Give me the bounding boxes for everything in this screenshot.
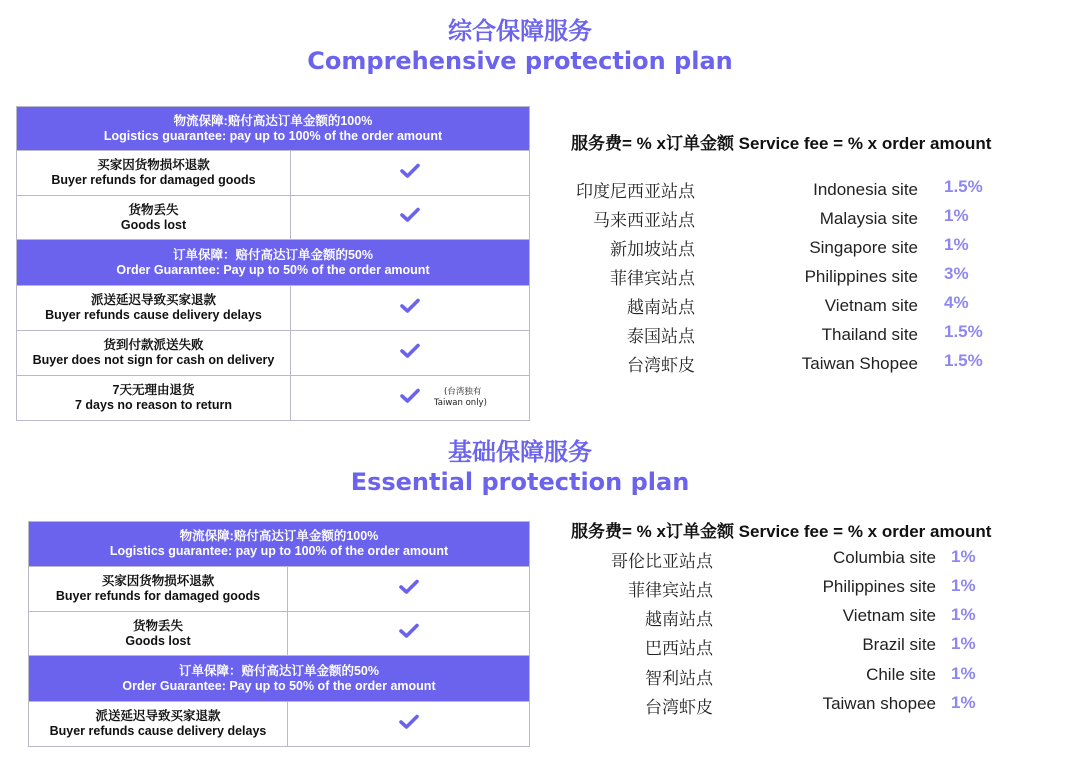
note-en: Taiwan only): [434, 398, 487, 408]
essential-title-cn: 基础保障服务: [448, 438, 592, 466]
item-label-en: 7 days no reason to return: [75, 398, 232, 412]
site-name-en: Vietnam site: [824, 296, 918, 315]
item-label-cn: 货物丢失: [128, 202, 179, 217]
site-name-en: Taiwan Shopee: [801, 354, 918, 373]
check-icon: [400, 163, 420, 179]
check-icon: [400, 207, 420, 223]
site-name-cn: 台湾虾皮: [627, 356, 695, 376]
site-name-cn: 智利站点: [645, 669, 713, 689]
logistics-guarantee-header: [29, 522, 530, 567]
comprehensive-coverage-table: [16, 106, 530, 421]
site-name-cn: 越南站点: [627, 298, 695, 318]
site-name-cn: 巴西站点: [645, 639, 713, 659]
site-name-en: Columbia site: [833, 548, 936, 567]
site-name-cn: 台湾虾皮: [645, 698, 713, 718]
table-row: [17, 331, 530, 376]
essential-fee-formula: 服务费= % x订单金额 Service fee = % x order amount: [571, 522, 992, 541]
item-label-cn: 7天无理由退货: [112, 383, 195, 397]
item-label-cn: 派送延迟导致买家退款: [90, 293, 216, 307]
header-label-cn: 物流保障:赔付高达订单金额的100%: [179, 529, 379, 543]
site-fee-percent: 1%: [951, 693, 976, 712]
site-name-cn: 马来西亚站点: [593, 211, 695, 231]
item-label-cn: 货到付款派送失败: [103, 338, 204, 352]
essential-title-en: Essential protection plan: [350, 468, 690, 496]
check-icon: [399, 579, 419, 595]
item-label-cn: 派送延迟导致买家退款: [95, 709, 221, 723]
site-fee-percent: 1.5%: [944, 177, 983, 196]
site-name-cn: 印度尼西亚站点: [576, 182, 695, 202]
logistics-guarantee-header: [17, 107, 530, 151]
site-name-en: Singapore site: [809, 238, 918, 257]
site-name-cn: 哥伦比亚站点: [611, 552, 713, 572]
site-fee-percent: 1%: [951, 634, 976, 653]
comprehensive-title-cn: 综合保障服务: [448, 17, 592, 45]
check-icon: [400, 298, 420, 314]
header-label-en: Logistics guarantee: pay up to 100% of the order amount: [109, 544, 449, 558]
comprehensive-heading: [0, 16, 1040, 76]
item-label-en: Goods lost: [120, 217, 187, 232]
header-label-en: Order Guarantee: Pay up to 50% of the order amount: [116, 262, 430, 277]
item-label-cn: 货物丢失: [132, 618, 183, 633]
note-cn: (台湾独有: [444, 387, 482, 397]
check-icon: [400, 343, 420, 359]
site-fee-percent: 1.5%: [944, 322, 983, 341]
site-fee-percent: 1%: [944, 206, 969, 225]
site-name-cn: 菲律宾站点: [628, 581, 713, 601]
item-label-cn: 买家因货物损坏退款: [101, 574, 215, 588]
item-label-cn: 买家因货物损坏退款: [97, 158, 210, 172]
site-fee-percent: 1%: [951, 576, 976, 595]
item-label-en: Buyer refunds for damaged goods: [51, 173, 256, 187]
table-row: [17, 196, 530, 240]
site-name-en: Malaysia site: [819, 209, 918, 228]
site-fee-percent: 4%: [944, 293, 969, 312]
table-row: [29, 702, 530, 747]
header-label-cn: 订单保障：赔付高达订单金额的50%: [178, 663, 380, 678]
comprehensive-fee-formula: 服务费= % x订单金额 Service fee = % x order amount: [571, 134, 992, 153]
site-name-cn: 越南站点: [645, 610, 713, 630]
check-icon: [400, 388, 420, 404]
header-label-cn: 物流保障:赔付高达订单金额的100%: [173, 113, 373, 128]
taiwan-only-note: [434, 387, 487, 409]
comprehensive-title-en: Comprehensive protection plan: [307, 47, 733, 75]
site-name-en: Thailand site: [821, 325, 918, 344]
table-row: [17, 286, 530, 331]
table-row: [29, 567, 530, 612]
comprehensive-site-list: [560, 177, 1020, 377]
site-name-en: Vietnam site: [842, 606, 936, 625]
site-fee-percent: 1.5%: [944, 351, 983, 370]
order-guarantee-header: [17, 240, 530, 286]
site-name-cn: 泰国站点: [627, 327, 695, 347]
essential-coverage-table: [28, 521, 530, 747]
item-label-en: Goods lost: [125, 633, 191, 648]
site-name-en: Chile site: [866, 665, 936, 684]
essential-heading: [0, 437, 1040, 497]
item-label-en: Buyer does not sign for cash on delivery: [32, 353, 275, 367]
item-label-en: Buyer refunds cause delivery delays: [49, 724, 267, 738]
site-name-en: Philippines site: [822, 577, 936, 596]
item-label-en: Buyer refunds cause delivery delays: [45, 308, 262, 322]
site-fee-percent: 1%: [951, 605, 976, 624]
check-icon: [399, 623, 419, 639]
order-guarantee-header: [29, 656, 530, 702]
table-row: [17, 151, 530, 196]
essential-site-list: [560, 547, 1020, 727]
site-fee-percent: 1%: [944, 235, 969, 254]
site-fee-percent: 1%: [951, 664, 976, 683]
site-fee-percent: 1%: [951, 547, 976, 566]
site-name-cn: 新加坡站点: [610, 240, 695, 260]
table-row: [17, 376, 530, 421]
site-fee-percent: 3%: [944, 264, 969, 283]
header-label-en: Order Guarantee: Pay up to 50% of the order amount: [122, 678, 436, 693]
site-name-en: Brazil site: [862, 635, 936, 654]
site-name-en: Philippines site: [804, 267, 918, 286]
item-label-en: Buyer refunds for damaged goods: [55, 589, 261, 603]
table-row: [29, 612, 530, 656]
header-label-cn: 订单保障：赔付高达订单金额的50%: [172, 247, 374, 262]
site-name-en: Indonesia site: [813, 180, 918, 199]
site-name-cn: 菲律宾站点: [610, 269, 695, 289]
header-label-en: Logistics guarantee: pay up to 100% of the order amount: [103, 128, 443, 143]
check-icon: [399, 714, 419, 730]
site-name-en: Taiwan shopee: [822, 694, 936, 713]
